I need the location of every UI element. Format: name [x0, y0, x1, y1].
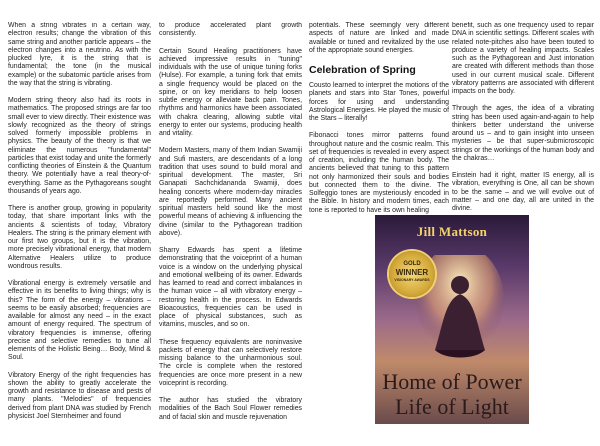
seal-text: VISIONARY AWARDS — [394, 278, 430, 282]
paragraph: Through the ages, the idea of a vibrating string has been used again-and-again to help thinkers better understand the universe around us – and to gain insight into unseen mysteries – be that super-submicroscopic strings or the workings of the human body and the chakras… — [452, 105, 594, 162]
paragraph: There is another group, growing in popularity today, that share important links with the ancients & scientists of today, Vibratory Healers. The string is the primary element with our first two groups, but it is the vibration, more precisely vibrational energy, that modern Alternative Healers utilize to produce wondrous results. — [8, 205, 151, 270]
paragraph: Cousto learned to interpret the motions of the planets and stars into Star Tones, powerful forces for using and understanding Astrological Energies. He played the music of the Stars – literally! — [309, 82, 449, 122]
gold-winner-seal — [389, 251, 435, 297]
paragraph: These frequency equivalents are noninvasive packets of energy that can selectively restore missing balance to the unharmonious soul. The circle is complete when the restored frequencies are once more present in a new voiceprint is recording. — [159, 338, 302, 387]
column-1 — [8, 22, 151, 446]
paragraph: Einstein had it right, matter IS energy, all is vibration, everything is One, all can be shown to be the same – and we will evolve out of matter – and one day, all are united in the divine. — [452, 172, 594, 212]
seal-text: WINNER — [395, 268, 429, 277]
paragraph: Vibrational energy is extremely versatile and effective in its benefits to living things; why is this? The form of the energy – vibrations – seems to be easily absorbed; frequencies are available for almost any need – in the exact amount of energy required. The spectrum of vibratory frequencies is immense, offering precise and selective remedies to tune all elements of the Holistic Being… Body, Mind & Soul. — [8, 280, 151, 362]
paragraph: to produce accelerated plant growth consistently. — [159, 22, 302, 38]
paragraph: When a string vibrates in a certain way, electron results; change the vibration of this same string and another particle appears – the electron changes into a neutrino. As with the plucked lyre, it is the string that is fundamental; the tone (in the musical example) or the subatomic particle arises from the way that the string is vibrating. — [8, 22, 151, 87]
paragraph: Fibonacci tones mirror patterns found throughout nature and the cosmic realm. This set of frequencies is revealed in every aspect of creation, including the human body. The ancients believed that tuning to this pattern not only harmonized their souls and bodies but connected them to the divine. The Solfeggio tones are mysteriously encoded in the Bible. In history and modern times, each tone is reported to have its own healing — [309, 132, 449, 214]
paragraph: potentials. These seemingly very different aspects of nature are linked and made available or tuned and revitalized by the use of the appropriate sound energies. — [309, 22, 449, 54]
paragraph: benefit, such as one frequency used to repair DNA in scientific settings. Different scales with related note-pitches also have been touted to produce a variety of healing impacts. Scales such as the Pythagorean and Just intonation are created with different methods than those used in our current musical scale. Different vibratory patterns are associated with different impacts on the body. — [452, 22, 594, 95]
seal-text: GOLD — [403, 261, 421, 267]
book-title-line: Life of Light — [395, 394, 509, 419]
book-title-line: Home of Power — [382, 369, 522, 394]
section-heading: Celebration of Spring — [309, 64, 416, 76]
paragraph: Certain Sound Healing practitioners have achieved impressive results in "tuning" individuals with the use of unique tuning forks (Hulse). For example, a tuning fork that emits a single frequency would be placed on the spine, or on key meridians to help loosen subtle energy or alleviate back pain. Tones, rhythms and harmonics have been associated with chakra clearing, allowing subtle vital energy to enter our systems, producing health and vitality. — [159, 47, 302, 137]
paragraph: The author has studied the vibratory modalities of the Bach Soul Flower remedies and of facial skin and muscle rejuvenation — [159, 397, 302, 421]
book-author: Jill Mattson — [416, 224, 488, 239]
paragraph: Modern string theory also had its roots in mathematics. The proposed strings are far too small ever to view directly. Their existence was slowly recognized as the theory of strings solved formerly impossible problems in physics. The beauty of the theory is that we eliminate the numerous "fundamental" particles that exist today and unite the formerly conflicting theories of Einstein & the Quantum theory. We potentially have a real theory-of-everything. Same as the Pythagoreans sought thousands of years ago. — [8, 97, 151, 195]
paragraph: Vibratory Energy of the right frequencies has shown the ability to greatly accelerate the growth and resistance to disease and pests of many plants. "Melodies" of frequencies derived from plant DNA was studied by French physicist Joel Sternheimer and found — [8, 371, 151, 420]
book-cover-image — [375, 215, 529, 424]
column-2 — [159, 22, 302, 446]
paragraph: Modern Masters, many of them Indian Swamiji and Sufi masters, are descendants of a long tradition that uses sound to build moral and spiritual development. The master, Sri Ganapati Sachchidananda Swamiji, does healing concerts where modern-day miracles are reportedly performed. Many ancient spiritual masters held sound like the most powerful means of achieving & influencing the divine (similar to the Pythagorean tradition above). — [159, 147, 302, 237]
paragraph: Sharry Edwards has spent a lifetime demonstrating that the voiceprint of a human voice is a window on the underlying physical and emotional wellbeing of its owner. Edwards has learned to read and correct imbalances in the human voice – all with vibratory energy – restoring health in the process. In Edwards Bioacoustics, frequencies can be used in place of physical substances, such as vitamins, muscles, and so on. — [159, 247, 302, 329]
